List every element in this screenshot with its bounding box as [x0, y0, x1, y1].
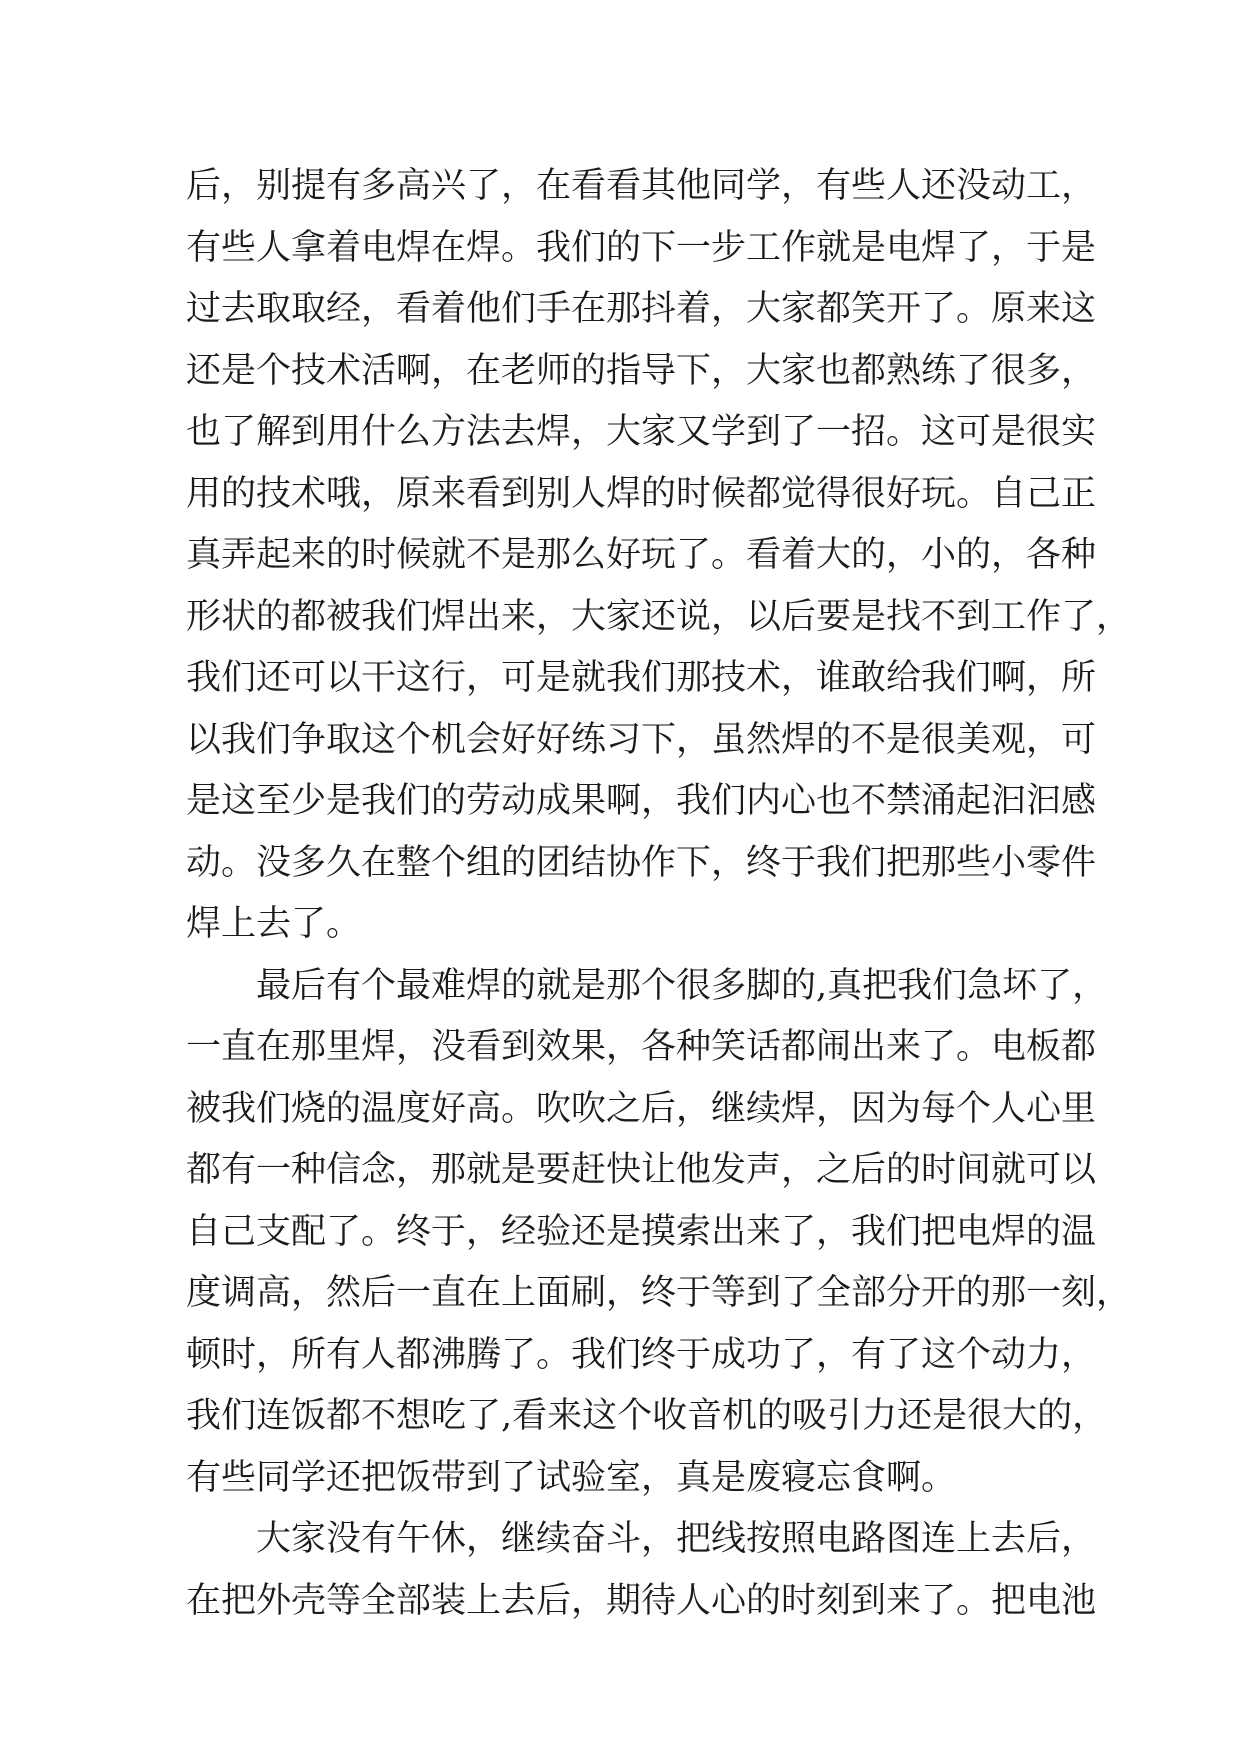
text-line: 我们还可以干这行，可是就我们那技术，谁敢给我们啊，所 — [186, 658, 1097, 698]
text-line: 顿时，所有人都沸腾了。我们终于成功了，有了这个动力， — [186, 1334, 1097, 1375]
text-line: 也了解到用什么方法去焊，大家又学到了一招。这可是很实 — [186, 412, 1097, 452]
text-line: 度调高，然后一直在上面刷，终于等到了全部分开的那一刻， — [186, 1273, 1132, 1313]
document-body — [186, 156, 1132, 1632]
text-line: 用的技术哦，原来看到别人焊的时候都觉得很好玩。自己正 — [186, 473, 1097, 514]
text-line: 最后有个最难焊的就是那个很多脚的,真把我们急坏了， — [256, 965, 1108, 1006]
text-line: 我们连饭都不想吃了,看来这个收音机的吸引力还是很大的， — [186, 1396, 1108, 1436]
text-line: 一直在那里焊，没看到效果，各种笑话都闹出来了。电板都 — [186, 1027, 1097, 1067]
text-line: 有些人拿着电焊在焊。我们的下一步工作就是电焊了，于是 — [186, 227, 1097, 268]
text-line: 是这至少是我们的劳动成果啊，我们内心也不禁涌起汩汩感 — [186, 781, 1097, 821]
text-line: 真弄起来的时候就不是那么好玩了。看着大的，小的，各种 — [186, 535, 1097, 575]
text-line: 有些同学还把饭带到了试验室，真是废寝忘食啊。 — [186, 1457, 957, 1498]
text-line: 动。没多久在整个组的团结协作下，终于我们把那些小零件 — [186, 842, 1097, 883]
text-line: 在把外壳等全部装上去后，期待人心的时刻到来了。把电池 — [186, 1580, 1097, 1621]
text-line: 以我们争取这个机会好好练习下，虽然焊的不是很美观，可 — [186, 719, 1097, 760]
text-line: 都有一种信念，那就是要赶快让他发声，之后的时间就可以 — [186, 1150, 1097, 1190]
text-line: 后，别提有多高兴了，在看看其他同学，有些人还没动工， — [186, 166, 1097, 206]
text-line: 过去取取经，看着他们手在那抖着，大家都笑开了。原来这 — [186, 289, 1097, 329]
text-line: 形状的都被我们焊出来，大家还说，以后要是找不到工作了， — [186, 596, 1132, 637]
text-line: 被我们烧的温度好高。吹吹之后，继续焊，因为每个人心里 — [186, 1088, 1097, 1129]
text-line: 大家没有午休，继续奋斗，把线按照电路图连上去后， — [256, 1519, 1097, 1559]
text-line: 还是个技术活啊，在老师的指导下，大家也都熟练了很多， — [186, 350, 1097, 391]
text-line: 焊上去了。 — [186, 904, 362, 944]
text-line: 自己支配了。终于，经验还是摸索出来了，我们把电焊的温 — [186, 1211, 1097, 1252]
